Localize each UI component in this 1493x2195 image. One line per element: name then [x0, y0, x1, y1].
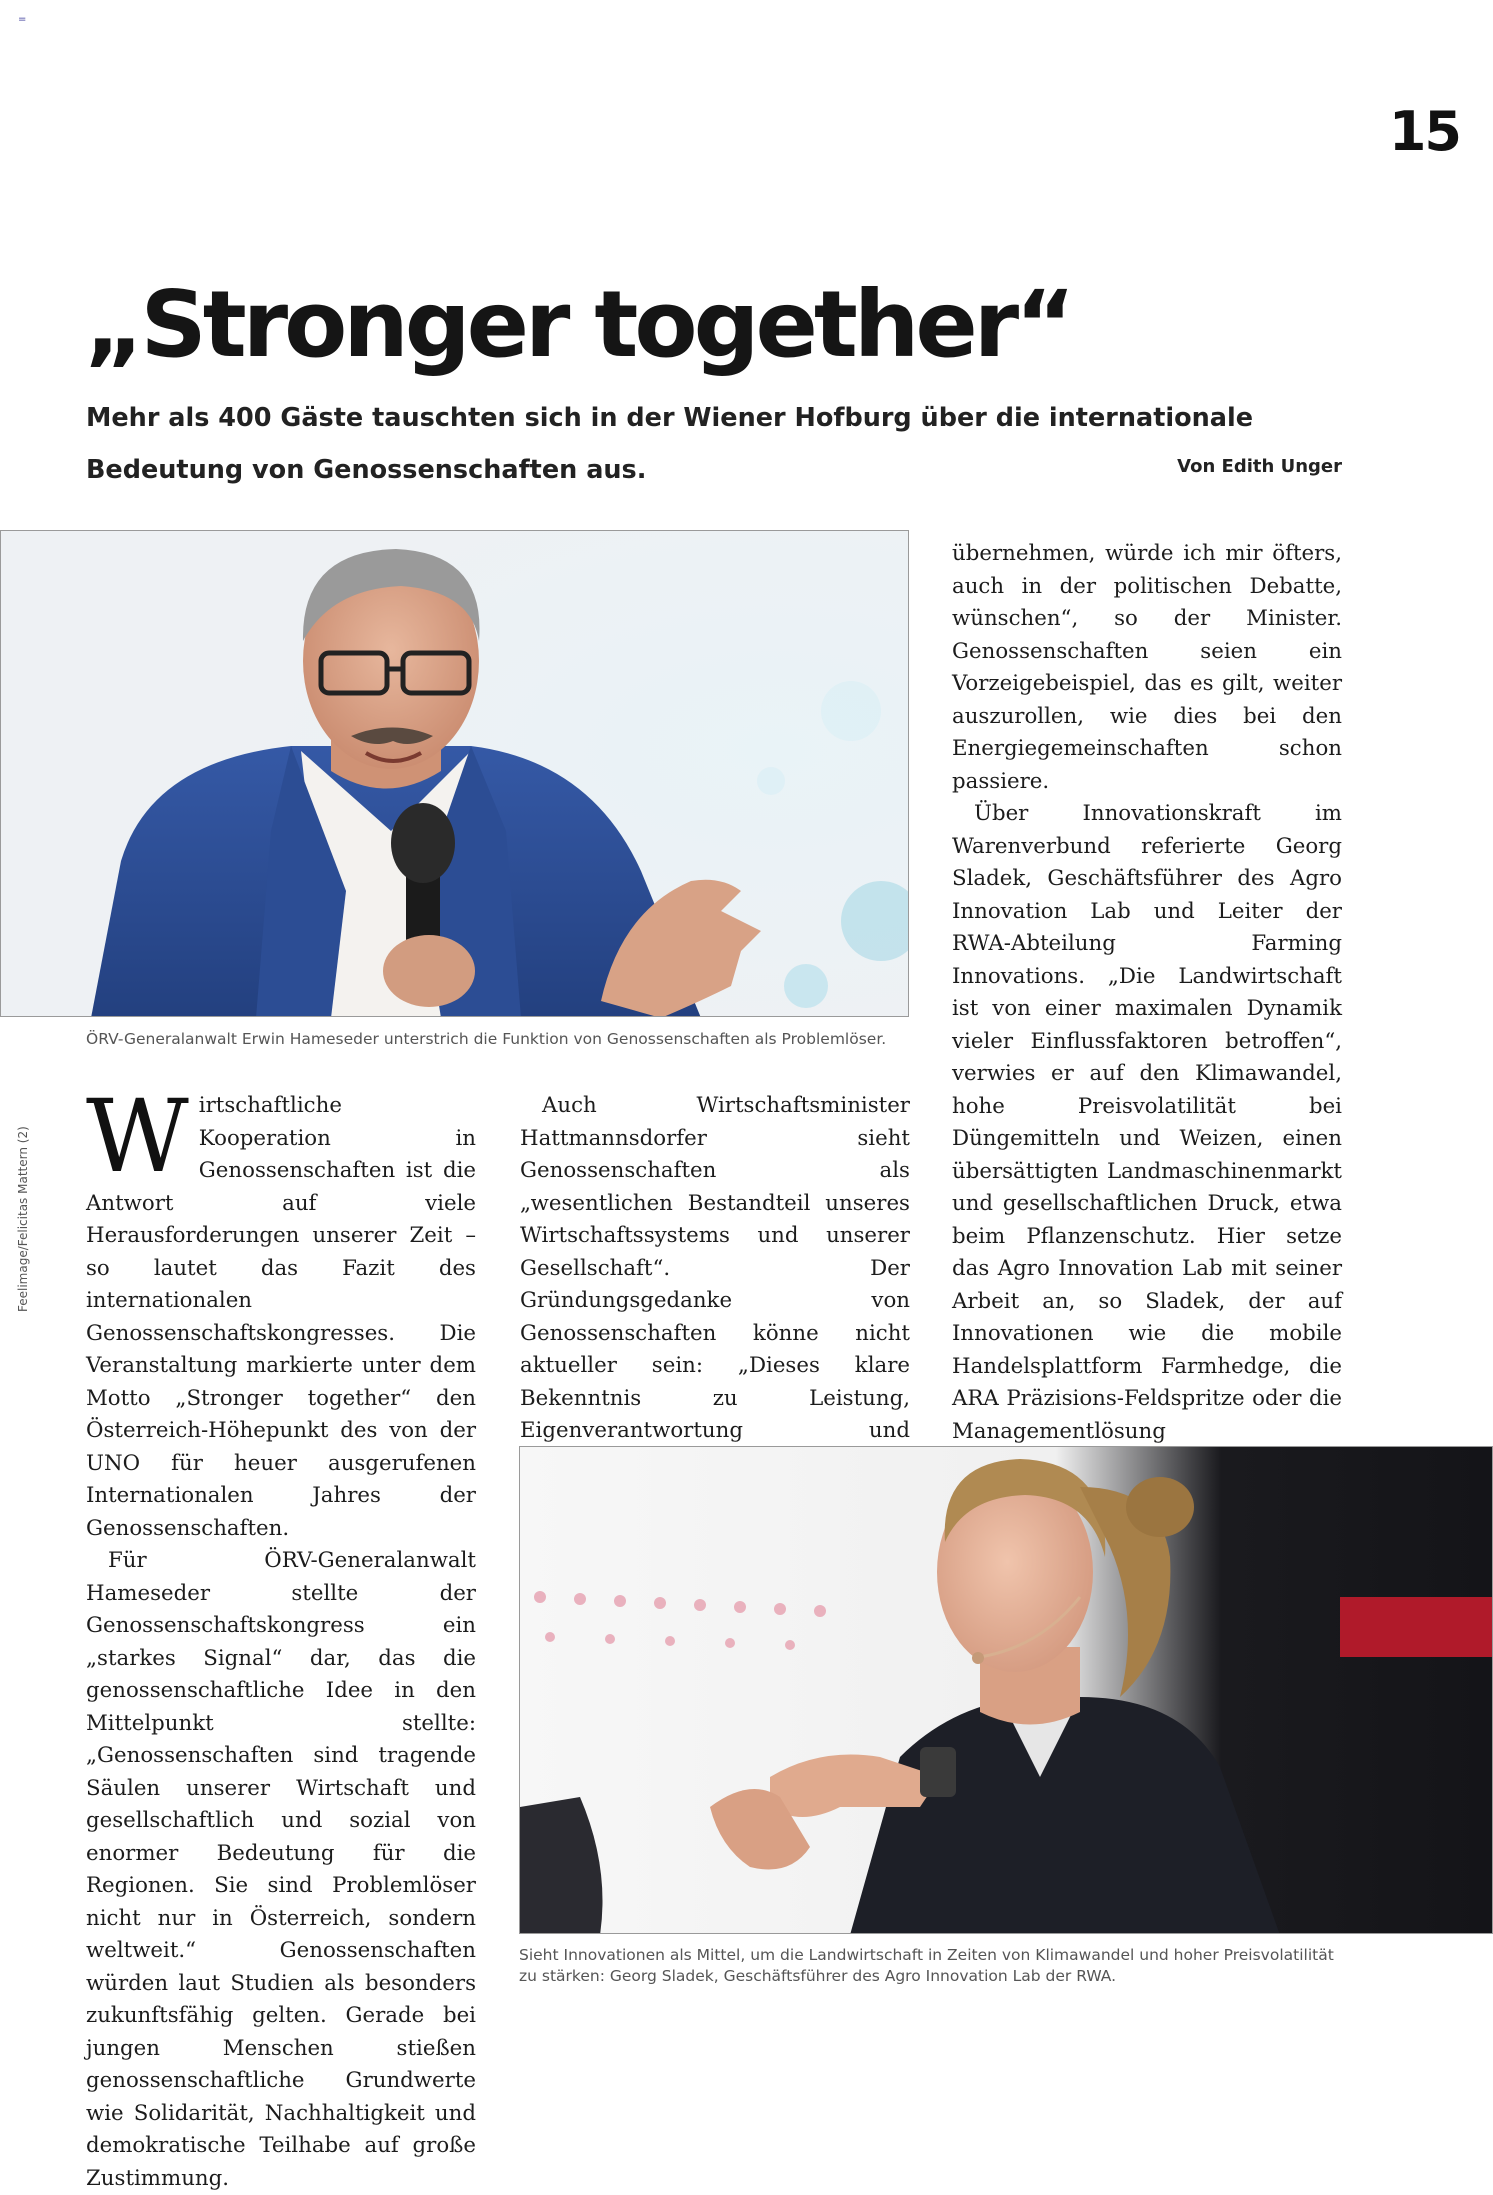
photo-sladek-illustration [520, 1447, 1493, 1934]
photo-sladek [519, 1446, 1493, 1934]
corner-mark: = [18, 14, 27, 25]
dropcap: W [86, 1078, 189, 1195]
byline: Von Edith Unger [1177, 456, 1342, 477]
paragraph-text: Über Innovationskraft im Warenverbund referierte Georg Sladek, Geschäftsführer des Agro Innovation Lab und Leiter der RWA-Abteilung Farming Innovations. „Die Landwirtschaft ist von einer maximalen Dynamik vieler Einflussfaktoren betroffen“, verwies er auf den Klimawandel, hohe Preisvolatilität bei Düngemitteln und Weizen, einen übersättigten Landmaschinenmarkt und gesellschaftlichen Druck, etwa beim Pflanzenschutz. Hier setze das Agro Innovation Lab mit seiner Arbeit an, so Sladek, der auf Innovationen wie die mobile Handelsplattform Farmhedge, die ARA Präzisions-Feldspritze oder die Managementlösung [952, 801, 1342, 1444]
caption-photo-hameseder: ÖRV-Generalanwalt Erwin Hameseder unterstrich die Funktion von Genossenschaften als Problemlöser. [86, 1030, 887, 1048]
paragraph: übernehmen, würde ich mir öfters, auch in der politischen Debatte, wünschen“, so der Minister. Genossenschaften seien ein Vorzeigebeispiel, das es gilt, weiter auszurollen, wie dies bei den Energiegemeinschaften schon passiere. [952, 541, 1342, 794]
lead-text: Mehr als 400 Gäste tauschten sich in der Wiener Hofburg über die internationale Bedeutung von Genossenschaften aus. [86, 403, 1254, 485]
headline: „Stronger together“ [84, 271, 1072, 378]
photo-hameseder-illustration [1, 531, 909, 1017]
caption-photo-sladek: Sieht Innovationen als Mittel, um die Landwirtschaft in Zeiten von Klimawandel und hoher Preisvolatilität zu stärken: Georg Sladek, Geschäftsführer des Agro Innovation Lab der RWA. [519, 1946, 1334, 1985]
photo-credit: Feelimage/Felicitas Mattern (2) [16, 1126, 30, 1312]
page-number: 15 [1388, 100, 1460, 163]
body-column-3 [952, 538, 1342, 1513]
paragraph: Auch Wirtschaftsminister Hattmannsdorfer sieht Genossenschaften als „wesentlichen Bestandteil unseres Wirtschaftssystems und unserer Gesellschaft“. Der Gründungsgedanke von Genossenschaften könne nicht aktueller sein: „Dieses klare Bekenntnis zu Leistung, Eigenverantwortung und [520, 1093, 910, 1443]
paragraph [952, 798, 1342, 1513]
paragraph: Für ÖRV-Generalanwalt Hameseder stellte der Genossenschaftskongress ein „starkes Signal“ dar, das die genossenschaftliche Idee in den Mittelpunkt stellte: „Genossenschaften sind tragende Säulen unserer Wirtschaft und gesellschaftlich und sozial von enormer Bedeutung für die Regionen. Sie sind Problemlöser nicht nur in Österreich, sondern weltweit.“ Genossenschaften würden laut Studien als besonders zukunftsfähig gelten. Gerade bei jungen Menschen stießen genossenschaftliche Grundwerte wie Solidarität, Nachhaltigkeit und demokratische Teilhabe auf große Zustimmung. [86, 1548, 476, 2191]
paragraph: irtschaftliche Kooperation in Genossenschaften ist die Antwort auf viele Herausforderungen unserer Zeit – so lautet das Fazit des internationalen Genossenschaftskongresses. Die Veranstaltung markierte unter dem Motto „Stronger together“ den Österreich-Höhepunkt des von der UNO für heuer ausgerufenen Internationalen Jahres der Genossenschaften. [86, 1093, 476, 1541]
photo-hameseder [0, 530, 909, 1017]
body-column-1 [86, 1078, 476, 2195]
